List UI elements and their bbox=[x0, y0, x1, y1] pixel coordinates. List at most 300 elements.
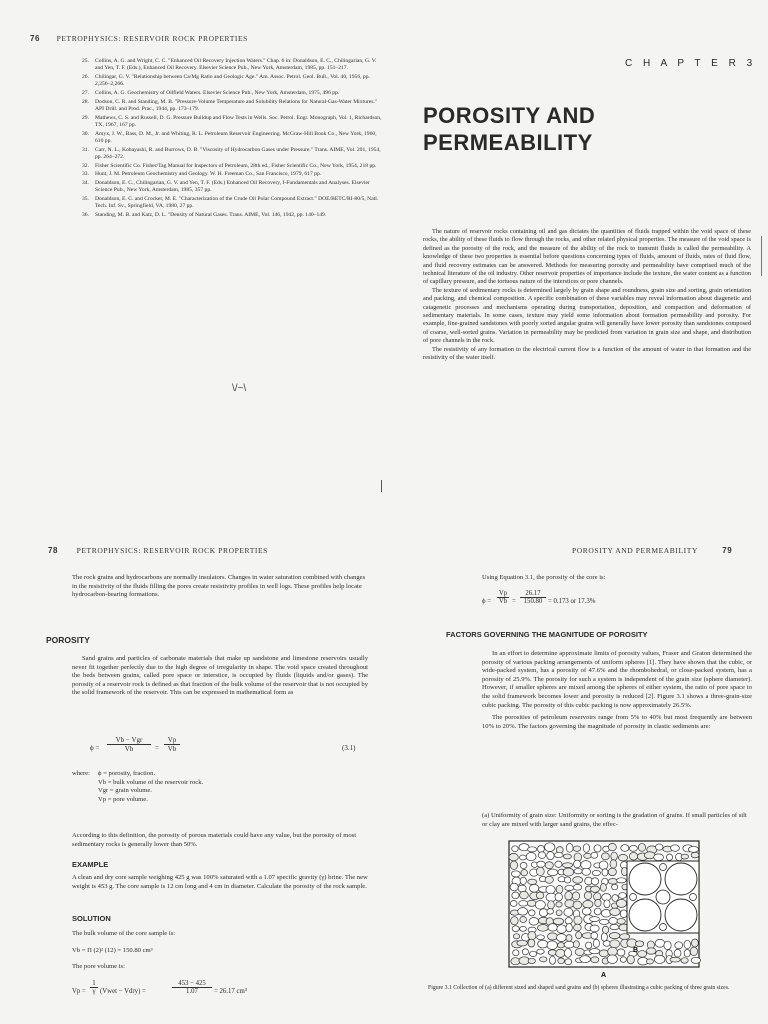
reference-text: Mathews, C. S. and Russell, D. G. Pressure Buildup and Flow Tests in Wells. Soc. Petrol. Engr. Monograph, Vol. 1, Richardson, TX, 1967, 167 pp. bbox=[95, 114, 382, 128]
sand-grain bbox=[690, 947, 697, 956]
fold-mark bbox=[381, 480, 382, 492]
sand-grain bbox=[529, 918, 539, 926]
definition-note bbox=[72, 832, 368, 853]
sand-grain bbox=[573, 941, 579, 948]
running-head-76 bbox=[30, 34, 248, 43]
sand-grain bbox=[529, 951, 536, 956]
sand-grain bbox=[555, 861, 562, 867]
sand-grain bbox=[611, 852, 618, 860]
reference-item bbox=[82, 90, 382, 97]
small-sphere bbox=[690, 894, 697, 901]
sand-grain bbox=[549, 956, 555, 964]
sand-grain bbox=[675, 942, 683, 949]
res-eq-frac2 bbox=[520, 590, 546, 605]
page-79-intro bbox=[482, 574, 752, 587]
sand-grain bbox=[688, 846, 698, 852]
sand-grain bbox=[528, 939, 535, 947]
sand-grain bbox=[635, 941, 643, 947]
sand-grain bbox=[521, 870, 528, 876]
sand-grain bbox=[638, 951, 647, 958]
sand-grain bbox=[536, 867, 544, 875]
sand-grain bbox=[520, 862, 527, 868]
reference-text: Chilingar, G. V. "Relationship between Ca/Mg Ratio and Geologic Age." Am. Assoc. Petrol. Geol. Bull., Vol. 40, 1956, pp. 2,256–2,266. bbox=[95, 74, 370, 88]
sand-grain bbox=[544, 843, 555, 852]
eq2-mid: (Vwet − Vdry) = bbox=[100, 988, 146, 995]
sand-grain bbox=[528, 932, 536, 940]
sand-grain bbox=[519, 901, 528, 907]
small-sphere bbox=[660, 864, 667, 871]
sand-grain bbox=[526, 853, 536, 861]
running-head-text-79: POROSITY AND PERMEABILITY bbox=[572, 546, 698, 555]
sand-grain bbox=[574, 860, 581, 868]
reference-text: Collins, A. G. and Wright, C. C. "Enhanced Oil Recovery Injection Waters." Chap. 6 in: Donaldson, E. C., Chilingarian, G. V. and Yen, T. F. (Eds.), Enhanced Oil Recovery. Elsevier Science Pub., New York, Amsterdam, 1985, pp. 151–217. bbox=[95, 58, 377, 72]
sand-grain bbox=[556, 910, 562, 916]
sand-grain bbox=[556, 902, 562, 907]
sand-grain bbox=[553, 918, 563, 924]
sand-grain bbox=[664, 941, 671, 949]
figure-caption: Figure 3.1 Collection of (a) different sized and shaped sand grains and (b) spheres illustrating a cubic packing of three grain sizes. bbox=[428, 985, 730, 991]
sand-grain bbox=[529, 884, 538, 892]
sand-grain bbox=[618, 854, 627, 861]
sand-grain bbox=[629, 852, 637, 860]
sand-grain bbox=[573, 846, 581, 851]
eq2-frac2-den: 1.07 bbox=[186, 988, 198, 995]
sand-grain bbox=[538, 940, 548, 948]
sand-grain bbox=[655, 939, 665, 947]
sand-grain bbox=[612, 895, 619, 902]
large-sphere bbox=[665, 899, 697, 931]
sand-grain bbox=[575, 948, 584, 955]
sand-grain bbox=[520, 891, 529, 899]
example-block bbox=[72, 874, 368, 895]
sand-grain bbox=[691, 957, 701, 963]
sand-grain bbox=[528, 958, 535, 963]
page-number-78: 78 bbox=[48, 546, 59, 555]
sand-grain bbox=[591, 878, 598, 885]
sand-grain bbox=[511, 871, 520, 877]
sand-grain bbox=[545, 862, 553, 869]
eq31-frac1-num: Vb − Vgr bbox=[107, 736, 151, 745]
sand-grain bbox=[536, 892, 544, 899]
solution-equation-1: Vb = Π (2)² (12) = 150.80 cm³ bbox=[72, 946, 153, 954]
eq31-frac1 bbox=[107, 736, 151, 753]
sand-grain bbox=[590, 917, 600, 922]
sand-grain bbox=[607, 955, 617, 964]
sand-grain bbox=[612, 884, 618, 890]
sand-grain bbox=[564, 877, 571, 883]
sand-grain bbox=[573, 884, 581, 890]
reference-number: 26. bbox=[82, 74, 89, 80]
sand-grain bbox=[599, 950, 608, 957]
sand-grain bbox=[564, 949, 571, 958]
eq31-lhs: ϕ = bbox=[90, 744, 100, 752]
sand-grain bbox=[603, 941, 610, 947]
reference-item bbox=[82, 212, 382, 219]
sand-grain bbox=[610, 924, 619, 929]
equation-intro: Using Equation 3.1, the porosity of the core is: bbox=[482, 574, 606, 581]
reference-number: 35. bbox=[82, 195, 89, 202]
sand-grain bbox=[591, 957, 599, 963]
sand-grain bbox=[654, 955, 665, 963]
eq2-frac2-num: 453 − 425 bbox=[172, 980, 212, 988]
sand-grain bbox=[590, 886, 599, 892]
sand-grain bbox=[638, 843, 645, 851]
sand-grain bbox=[580, 956, 591, 963]
sand-grain bbox=[617, 918, 625, 924]
sand-grain bbox=[518, 885, 526, 892]
sand-grain bbox=[620, 910, 627, 918]
res-eq-result: = 0.173 or 17.3% bbox=[548, 598, 596, 605]
reference-text: Hunt, J. M. Petroleum Geochemistry and Geology. W. H. Freeman Co., San Francisco, 1979, 617 pp. bbox=[95, 171, 322, 178]
res-eq-frac2-den: 150.80 bbox=[523, 598, 543, 605]
chapter-label: C H A P T E R 3 bbox=[625, 58, 757, 69]
sand-grain bbox=[538, 924, 549, 931]
porosity-paragraph: Sand grains and particles of carbonate materials that make up sandstone and limestone reservoirs usually never fit together perfectly due to the high degree of irregularity in shape. The void space created throughout the beds between grains, called pore space or interstice, is occupied by fluids (liquids and/or gases). The porosity of a reservoir rock is defined as that fraction of the bulk volume of the reservoir that is not occupied by the solid framework of the reservoir. This can be expressed in mathematical form as bbox=[72, 655, 368, 697]
intro-paragraph-2: The texture of sedimentary rocks is determined largely by grain shape and roundness, grain size and sorting, grain orientation and packing, and chemical composition. A specific combination of these variables may reveal information about diagenetic and catagenetic processes and mechanisms operating during transportation, deposition, and compaction and deformation of sedimentary materials. In some cases, texture may yield some information about formation permeability and porosity. For example, fine-grained sandstones with poorly sorted angular grains will generally have lower porosity than sandstones composed of coarse, well-sorted grains. Variation in permeability may be predicted from variation in grain size and shape, and distribution of pore channels in the rock. bbox=[423, 286, 751, 345]
sand-grain bbox=[537, 935, 545, 940]
sand-grain bbox=[512, 846, 519, 852]
running-head-text-78: PETROPHYSICS: RESERVOIR ROCK PROPERTIES bbox=[76, 546, 268, 555]
sand-grain bbox=[621, 845, 629, 852]
sand-grain bbox=[610, 908, 620, 915]
sand-grain bbox=[601, 933, 607, 941]
sand-grain bbox=[513, 950, 519, 956]
sand-grain bbox=[681, 854, 689, 859]
definition-paragraph: According to this definition, the porosity of porous materials could have any value, but the porosity of most sedimentary rocks is generally lower than 50%. bbox=[72, 832, 357, 848]
sand-grain bbox=[620, 957, 626, 963]
sand-grain bbox=[564, 941, 574, 948]
sand-grain bbox=[573, 901, 582, 909]
res-eq-frac1 bbox=[497, 590, 509, 605]
porosity-result-equation bbox=[482, 590, 752, 614]
sand-grain bbox=[655, 844, 663, 850]
eq2-result: = 26.17 cm³ bbox=[214, 988, 247, 995]
reference-number: 34. bbox=[82, 179, 89, 186]
reference-number: 32. bbox=[82, 162, 89, 169]
chapter-title bbox=[423, 102, 753, 156]
sand-grain bbox=[601, 853, 609, 860]
large-sphere bbox=[665, 863, 697, 895]
reference-number: 25. bbox=[82, 58, 89, 64]
reference-text: Collins, A. G. Geochemistry of Oilfield Waters. Elsevier Science Pub., New York, Amsterdam, 1975, 496 pp. bbox=[95, 90, 340, 96]
sand-grain bbox=[520, 916, 527, 922]
sand-grain bbox=[671, 845, 680, 852]
reference-item bbox=[82, 58, 382, 73]
factor-item-a bbox=[482, 812, 752, 833]
sand-grain bbox=[520, 926, 527, 931]
where-item: ϕ = porosity, fraction. bbox=[98, 770, 156, 777]
reference-item bbox=[82, 163, 382, 170]
sand-grain bbox=[537, 949, 545, 954]
reference-item bbox=[82, 196, 382, 211]
eq2-frac-den: γ bbox=[92, 988, 96, 995]
sand-grain bbox=[646, 948, 656, 954]
sand-grain bbox=[556, 949, 565, 957]
resistivity-paragraph: The rock grains and hydrocarbons are normally insulators. Changes in water saturation combined with changes in the resistivity of the fluids filling the pores create resistivity profiles in well logs. These profiles help locate hydrocarbon-bearing formations. bbox=[72, 574, 366, 599]
sand-grain bbox=[684, 940, 691, 948]
sand-grain bbox=[608, 868, 616, 875]
heading-solution: SOLUTION bbox=[72, 914, 111, 923]
sand-grain bbox=[512, 892, 519, 899]
sand-grain bbox=[548, 924, 557, 931]
heading-example: EXAMPLE bbox=[72, 860, 109, 869]
sand-grain bbox=[538, 845, 545, 852]
sand-grain bbox=[509, 853, 518, 860]
sand-grain bbox=[617, 899, 627, 907]
sand-grain bbox=[681, 958, 688, 964]
sand-grain bbox=[565, 885, 574, 890]
sand-grain bbox=[609, 917, 618, 924]
solution-equation-2 bbox=[72, 980, 368, 1006]
sand-grain bbox=[594, 845, 601, 852]
section-heading-porosity: POROSITY bbox=[46, 635, 90, 645]
where-block bbox=[72, 770, 368, 804]
sand-grain bbox=[547, 852, 554, 860]
sand-grain bbox=[582, 868, 591, 875]
reference-number: 36. bbox=[82, 211, 89, 218]
running-head-79 bbox=[572, 546, 732, 555]
reference-number: 30. bbox=[82, 130, 89, 137]
reference-text: Standing, M. B. and Katz, D. L. "Density of Natural Gases. Trans. AIME, Vol. 146, 1942, pp. 140–149. bbox=[95, 211, 327, 218]
sand-grain bbox=[602, 869, 608, 876]
small-sphere bbox=[630, 894, 637, 901]
sand-grain bbox=[574, 924, 582, 931]
sand-grain bbox=[548, 901, 555, 909]
sand-grain bbox=[610, 860, 617, 868]
chapter-title-line-1: POROSITY AND bbox=[423, 103, 596, 128]
sand-grain bbox=[608, 843, 616, 851]
sand-grain bbox=[520, 855, 527, 860]
page-78-column bbox=[72, 574, 368, 604]
sand-grain bbox=[537, 861, 545, 867]
sand-grain bbox=[554, 852, 563, 857]
sand-grain bbox=[527, 900, 536, 906]
sand-grain bbox=[547, 909, 554, 915]
sand-grain bbox=[520, 877, 526, 884]
sand-grain bbox=[545, 876, 553, 883]
solution-text-2: The pore volume is: bbox=[72, 963, 125, 971]
reference-item bbox=[82, 171, 382, 178]
sand-grain bbox=[576, 932, 582, 939]
sand-grain bbox=[510, 883, 518, 891]
large-sphere bbox=[629, 899, 661, 931]
eq2-frac bbox=[90, 980, 98, 995]
reference-number: 31. bbox=[82, 146, 89, 153]
sand-grain bbox=[562, 863, 572, 868]
sand-grain bbox=[528, 847, 537, 852]
sand-grain bbox=[670, 957, 680, 962]
sand-grain bbox=[512, 926, 519, 932]
sand-grain bbox=[535, 901, 545, 910]
sand-grain bbox=[510, 861, 517, 869]
sand-grain bbox=[582, 908, 591, 915]
page-number-76: 76 bbox=[30, 34, 41, 43]
sand-grain bbox=[563, 868, 574, 876]
sand-grain bbox=[573, 877, 583, 884]
where-item: Vp = pore volume. bbox=[98, 795, 148, 803]
sand-grain bbox=[592, 870, 600, 875]
reference-item bbox=[82, 147, 382, 162]
res-eq-frac1-den: Vb bbox=[498, 598, 508, 605]
eq31-frac1-den: Vb bbox=[124, 745, 134, 753]
sand-grain bbox=[572, 892, 580, 900]
figure-label-b: B bbox=[633, 947, 639, 954]
sand-grain bbox=[666, 854, 672, 860]
sand-grain bbox=[654, 854, 664, 861]
sand-grain bbox=[617, 949, 625, 956]
running-head-text: PETROPHYSICS: RESERVOIR ROCK PROPERTIES bbox=[56, 34, 248, 43]
sand-grain bbox=[692, 939, 699, 947]
reference-text: Amyx, J. W., Bass, D. M., Jr. and Whiting, R. L. Petroleum Reservoir Engineering. McGraw-Hill Book Co., New York, 1960, 610 pp. bbox=[95, 130, 377, 144]
sand-grain bbox=[646, 959, 653, 964]
sand-grain bbox=[617, 878, 627, 883]
reference-text: Donaldson, E. C., Chilingarian, G. V. and Yen, T. F. (Eds.) Enhanced Oil Recovery, I-Fundamentals and Analyses. Elsevier Science Pub., New York, Amsterdam, 1985, 357 pp. bbox=[95, 179, 370, 194]
sand-grain bbox=[602, 926, 608, 933]
sand-grain bbox=[547, 941, 557, 950]
sand-grain bbox=[566, 935, 572, 942]
sand-grain bbox=[593, 939, 599, 947]
reference-item bbox=[82, 99, 382, 114]
factors-paragraph-1: In an effort to determine approximate limits of porosity values, Fraser and Graton determined the porosity of various packing arrangements of uniform spheres [1]. They have shown that the cubic, or wide-packed system, has a porosity of 47.6% and the rhombohedral, or close-packed system, has a porosity of 25.9%. The porosity for such a system is independent of the grain size (sphere diameter). However, if smaller spheres are mixed among the spheres of either system, the ratio of pore space to the solid framework becomes lower and porosity is reduced [2]. Figure 3.1 shows a three-grain-size cubic packing. The porosity of this cubic packing is now approximately 26.5%. bbox=[482, 650, 752, 709]
sand-grain bbox=[548, 869, 558, 876]
reference-item bbox=[82, 131, 382, 146]
sand-grain bbox=[555, 893, 562, 901]
medium-sphere bbox=[656, 890, 670, 904]
reference-number: 29. bbox=[82, 114, 89, 121]
sand-grain bbox=[566, 843, 573, 852]
equation-3-1 bbox=[72, 736, 368, 760]
solution-block bbox=[72, 930, 368, 972]
sand-grain bbox=[528, 879, 537, 884]
sand-grain bbox=[583, 900, 593, 908]
sand-grain bbox=[604, 900, 610, 908]
sand-grain bbox=[691, 852, 699, 858]
eq2-frac2 bbox=[172, 980, 212, 995]
intro-paragraph-3: The resistivity of any formation to the electrical current flow is a function of the amount of water in that formation and the resistivity of the water itself. bbox=[423, 345, 751, 362]
reference-number: 27. bbox=[82, 90, 89, 96]
figure-3-1-graphic bbox=[479, 839, 743, 979]
eq31-frac2-den: Vb bbox=[167, 745, 177, 753]
eq2-frac-num: 1 bbox=[90, 980, 98, 988]
example-text: A clean and dry core sample weighing 425 g was 100% saturated with a 1.07 specific gravity (γ) brine. The new weight is 453 g. The core sample is 12 cm long and 4 cm in diameter. Calculate the porosity of the rock sample. bbox=[72, 874, 368, 890]
sand-grain bbox=[583, 844, 589, 853]
reference-number: 33. bbox=[82, 171, 89, 178]
sand-grain bbox=[565, 892, 572, 900]
sand-grain bbox=[518, 908, 528, 915]
eq2-lhs: Vp = bbox=[72, 988, 86, 995]
sand-grain bbox=[684, 950, 690, 957]
sand-grain bbox=[563, 854, 571, 859]
sand-grain bbox=[591, 852, 598, 858]
sand-grain bbox=[627, 955, 634, 964]
page-edge-mark bbox=[761, 236, 762, 276]
where-item: Vb = bulk volume of the reservoir rock. bbox=[98, 778, 204, 786]
reference-item bbox=[82, 115, 382, 130]
sand-grain bbox=[538, 852, 545, 859]
figure-label-a: A bbox=[601, 972, 607, 979]
sand-grain bbox=[585, 942, 591, 949]
reference-item bbox=[82, 74, 382, 89]
sand-grain bbox=[529, 910, 536, 916]
sand-grain bbox=[574, 916, 582, 925]
reference-text: Donaldson, E. C. and Crocker, M. E. "Characterization of the Crude Oil Polar Compound Extract." DOE/BETC/RI-80/5, Natl. Tech. Inf. Sv., Springfield, VA, 1980, 27 pp. bbox=[95, 195, 379, 210]
res-eq-equals: = bbox=[512, 598, 516, 605]
factor-a-text: (a) Uniformity of grain size: Uniformity or sorting is the gradation of grains. If small particles of silt or clay are mixed with larger sand grains, the effec- bbox=[482, 812, 747, 828]
small-sphere bbox=[660, 924, 667, 931]
chapter-intro bbox=[423, 228, 751, 363]
sand-grain bbox=[594, 908, 601, 915]
sand-grain bbox=[558, 958, 565, 964]
running-head-78 bbox=[48, 546, 268, 555]
sand-grain bbox=[557, 943, 564, 948]
sand-grain bbox=[511, 917, 519, 925]
res-eq-lhs: ϕ = bbox=[482, 598, 492, 605]
reference-text: Fisher Scientific Co. Fisher/Tag Manual for Inspectors of Petroleum, 28th ed., Fisher Scientific Co., New York, 1954, 218 pp. bbox=[95, 162, 377, 169]
reference-text: Dodson, C. R. and Standing, M. B. "Pressure-Volume Temperature and Solubility Relations for Natural-Gas-Water Mixtures." API Drill. and Prod. Prac., 1944, pp. 173–179. bbox=[95, 98, 378, 112]
reference-list bbox=[82, 58, 382, 220]
eq31-frac2-num: Vp bbox=[164, 736, 180, 745]
heading-factors: FACTORS GOVERNING THE MAGNITUDE OF POROSITY bbox=[446, 630, 648, 639]
sand-grain bbox=[547, 933, 557, 940]
sand-grain bbox=[674, 949, 681, 957]
res-eq-frac1-num: Vp bbox=[498, 590, 508, 597]
reference-text: Carr, N. L., Kobayashi, R. and Burrows, D. B. "Viscosity of Hydrocarbon Gases under Pressure." Trans. AIME, Vol. 201, 1954, pp. 264–272. bbox=[95, 146, 381, 160]
sand-grain bbox=[609, 932, 620, 938]
intro-paragraph-1: The nature of reservoir rocks containing oil and gas dictates the quantities of fluids trapped within the void space of these rocks, the ability of these fluids to flow through the rocks, and other related physical properties. The measure of the void space is defined as the porosity of the rock, and the measure of the ability of the rock to transmit fluids is called the permeability. A knowledge of these two properties is essential before questions concerning types of fluids, amount of fluids, rates of fluid flow, and fluid recovery estimates can be answered. Methods for measuring porosity and permeability have comprised much of the technical literature of the oil industry. Other reservoir properties of importance include the texture, the water content as a function of capillary pressure, and the tortuous nature of the interstices or pore channels. bbox=[423, 228, 751, 286]
sand-grain bbox=[590, 948, 600, 953]
sand-grain bbox=[610, 940, 620, 948]
sand-grain bbox=[517, 940, 527, 946]
sand-grain bbox=[590, 925, 599, 932]
sand-grain bbox=[513, 934, 519, 939]
sand-grain bbox=[584, 853, 592, 858]
sand-grain bbox=[556, 885, 563, 893]
sand-grain bbox=[619, 893, 627, 899]
sand-grain bbox=[556, 934, 566, 942]
reference-number: 28. bbox=[82, 98, 89, 105]
sand-grain bbox=[574, 868, 582, 873]
sand-grain bbox=[608, 879, 617, 885]
sand-grain bbox=[600, 884, 606, 892]
reference-item bbox=[82, 180, 382, 195]
eq31-frac2 bbox=[164, 736, 180, 753]
sand-grain bbox=[565, 918, 572, 925]
factors-paragraph-2: The porosities of petroleum reservoirs range from 5% to 40% but most frequently are between 10% to 20%. The factors governing the magnitude of porosity in clastic sediments are: bbox=[482, 714, 752, 730]
eq31-equals: = bbox=[155, 744, 159, 752]
eq31-number: (3.1) bbox=[342, 744, 356, 752]
solution-text-1: The bulk volume of the core sample is: bbox=[72, 930, 176, 937]
factors-text bbox=[482, 650, 752, 735]
sand-grain bbox=[546, 886, 555, 894]
sand-grain bbox=[564, 908, 573, 916]
sand-grain bbox=[566, 924, 572, 932]
sand-grain bbox=[510, 900, 517, 906]
figure-3-1 bbox=[479, 839, 743, 979]
where-label: where: bbox=[72, 770, 90, 777]
sand-grain bbox=[522, 949, 528, 955]
sand-grain bbox=[557, 925, 566, 933]
sand-grain bbox=[620, 934, 630, 940]
sand-grain bbox=[629, 845, 637, 851]
sand-grain bbox=[584, 892, 592, 900]
porosity-definition bbox=[72, 655, 368, 702]
sand-grain bbox=[540, 957, 547, 962]
chapter-title-line-2: PERMEABILITY bbox=[423, 130, 593, 155]
sand-grain bbox=[591, 932, 598, 939]
pen-mark: \/~\ bbox=[232, 383, 247, 394]
where-item: Vgr = grain volume. bbox=[98, 787, 152, 795]
sand-grain bbox=[599, 919, 609, 924]
